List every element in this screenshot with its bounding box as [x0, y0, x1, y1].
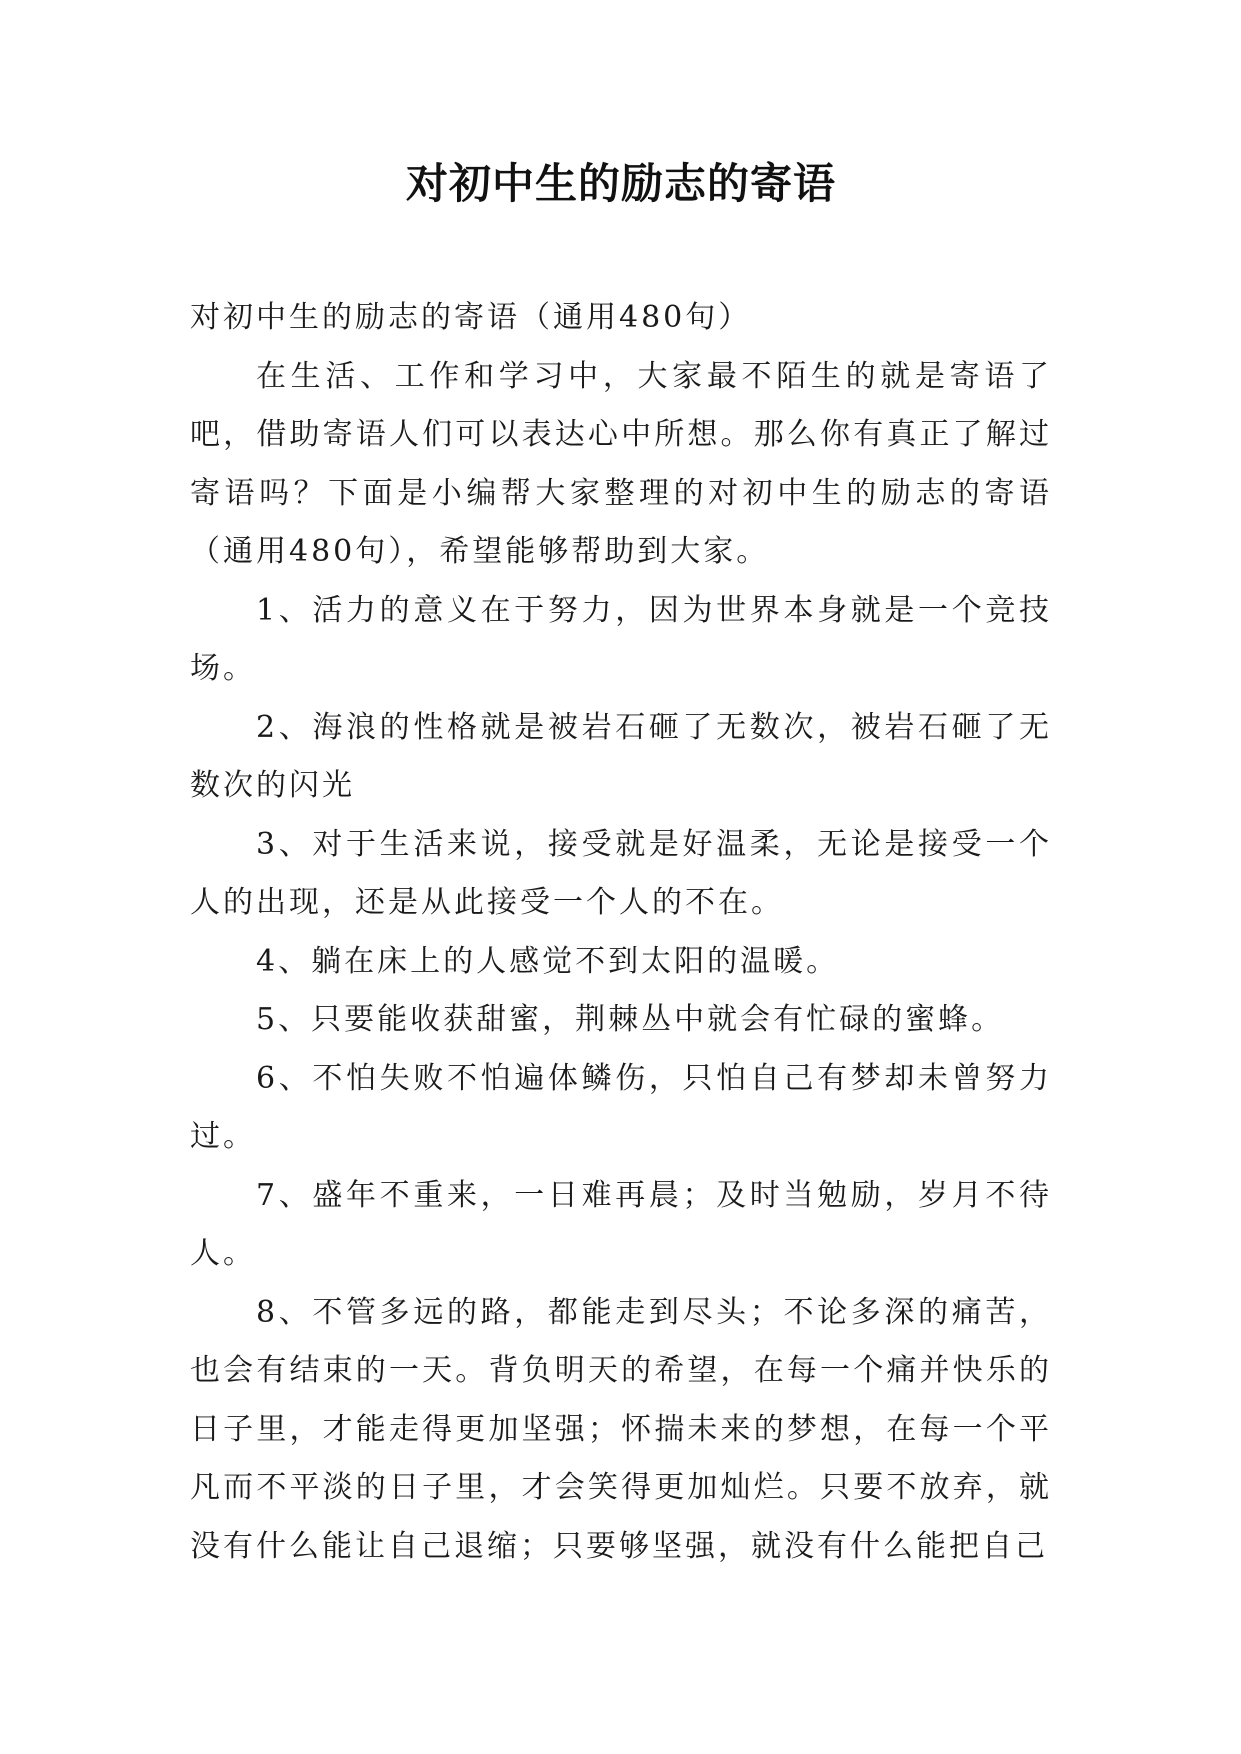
list-item: 7、盛年不重来，一日难再晨；及时当勉励，岁月不待人。: [190, 1177, 1052, 1271]
intro-paragraph: 在生活、工作和学习中，大家最不陌生的就是寄语了吧，借助寄语人们可以表达心中所想。那么你有真正了解过寄语吗？下面是小编帮大家整理的对初中生的励志的寄语（通用480句），希望能够帮助到大家。: [190, 358, 1052, 569]
document-body: [190, 289, 1052, 1576]
list-item: 6、不怕失败不怕遍体鳞伤，只怕自己有梦却未曾努力过。: [190, 1060, 1052, 1154]
list-item: 8、不管多远的路，都能走到尽头；不论多深的痛苦，也会有结束的一天。背负明天的希望，在每一个痛并快乐的日子里，才能走得更加坚强；怀揣未来的梦想，在每一个平凡而不平淡的日子里，才会笑得更加灿烂。只要不放弃，就没有什么能让自己退缩；只要够坚强，就没有什么能把自己: [190, 1294, 1052, 1564]
document-subtitle: 对初中生的励志的寄语（通用480句）: [190, 300, 752, 335]
list-item: 3、对于生活来说，接受就是好温柔，无论是接受一个人的出现，还是从此接受一个人的不在。: [190, 826, 1052, 920]
list-item: 2、海浪的性格就是被岩石砸了无数次，被岩石砸了无数次的闪光: [190, 709, 1052, 803]
document-title: 对初中生的励志的寄语: [405, 159, 836, 208]
list-item: 1、活力的意义在于努力，因为世界本身就是一个竞技场。: [190, 592, 1052, 686]
list-item: 5、只要能收获甜蜜，荆棘丛中就会有忙碌的蜜蜂。: [256, 1002, 1005, 1037]
list-item: 4、躺在床上的人感觉不到太阳的温暖。: [256, 943, 840, 979]
